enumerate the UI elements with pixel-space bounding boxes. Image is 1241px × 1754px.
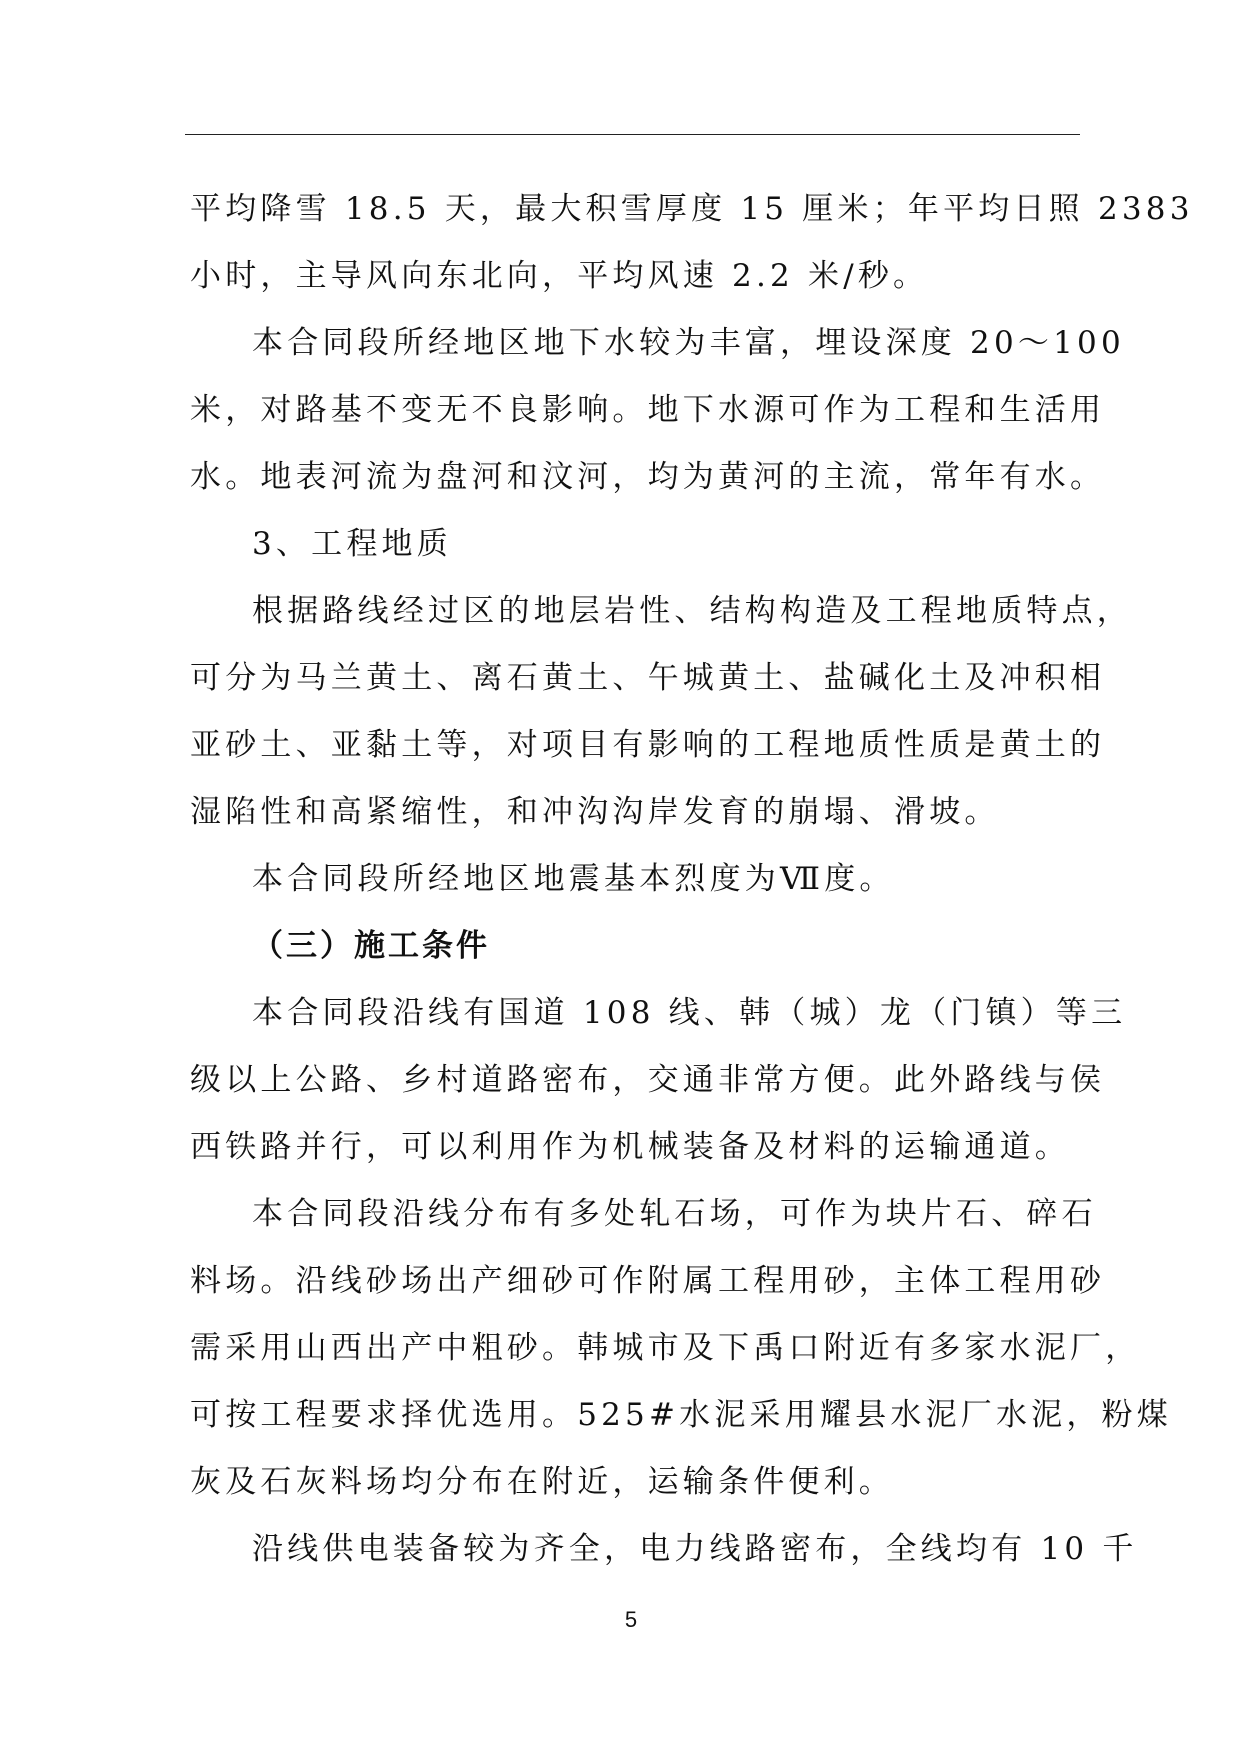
text-line: 灰及石灰料场均分布在附近，运输条件便利。 bbox=[190, 1464, 894, 1500]
document-body bbox=[190, 176, 1194, 1583]
subsection-title: 3、工程地质 bbox=[252, 526, 452, 562]
header-rule bbox=[185, 134, 1080, 135]
text-line: 本合同段沿线有国道 108 线、韩（城）龙（门镇）等三 bbox=[252, 995, 1127, 1031]
text-line: 沿线供电装备较为齐全，电力线路密布，全线均有 10 千 bbox=[252, 1531, 1138, 1567]
text-line: 西铁路并行，可以利用作为机械装备及材料的运输通道。 bbox=[190, 1129, 1070, 1165]
text-line: 湿陷性和高紧缩性，和冲沟沟岸发育的崩塌、滑坡。 bbox=[190, 794, 1000, 830]
text-line: 料场。沿线砂场出产细砂可作附属工程用砂，主体工程用砂 bbox=[190, 1263, 1106, 1299]
text-line: 水。地表河流为盘河和汶河，均为黄河的主流，常年有水。 bbox=[190, 459, 1106, 495]
text-line: 本合同段沿线分布有多处轧石场，可作为块片石、碎石 bbox=[252, 1196, 1097, 1232]
text-line: 可按工程要求择优选用。525#水泥采用耀县水泥厂水泥，粉煤 bbox=[190, 1397, 1172, 1433]
text-line: 可分为马兰黄土、离石黄土、午城黄土、盐碱化土及冲积相 bbox=[190, 660, 1106, 696]
section-heading: （三）施工条件 bbox=[252, 928, 490, 964]
text-line: 平均降雪 18.5 天，最大积雪厚度 15 厘米；年平均日照 2383 bbox=[190, 191, 1194, 227]
text-line: 根据路线经过区的地层岩性、结构构造及工程地质特点， bbox=[252, 593, 1132, 629]
text-line: 米，对路基不变无不良影响。地下水源可作为工程和生活用 bbox=[190, 392, 1106, 428]
text-line: 本合同段所经地区地下水较为丰富，埋设深度 20～100 bbox=[252, 325, 1125, 361]
text-line: 级以上公路、乡村道路密布，交通非常方便。此外路线与侯 bbox=[190, 1062, 1106, 1098]
text-line: 亚砂土、亚黏土等，对项目有影响的工程地质性质是黄土的 bbox=[190, 727, 1106, 763]
text-line: 小时，主导风向东北向，平均风速 2.2 米/秒。 bbox=[190, 258, 929, 294]
text-line: 本合同段所经地区地震基本烈度为Ⅶ度。 bbox=[252, 861, 895, 897]
text-line: 需采用山西出产中粗砂。韩城市及下禹口附近有多家水泥厂， bbox=[190, 1330, 1141, 1366]
page-number: 5 bbox=[624, 1607, 638, 1632]
